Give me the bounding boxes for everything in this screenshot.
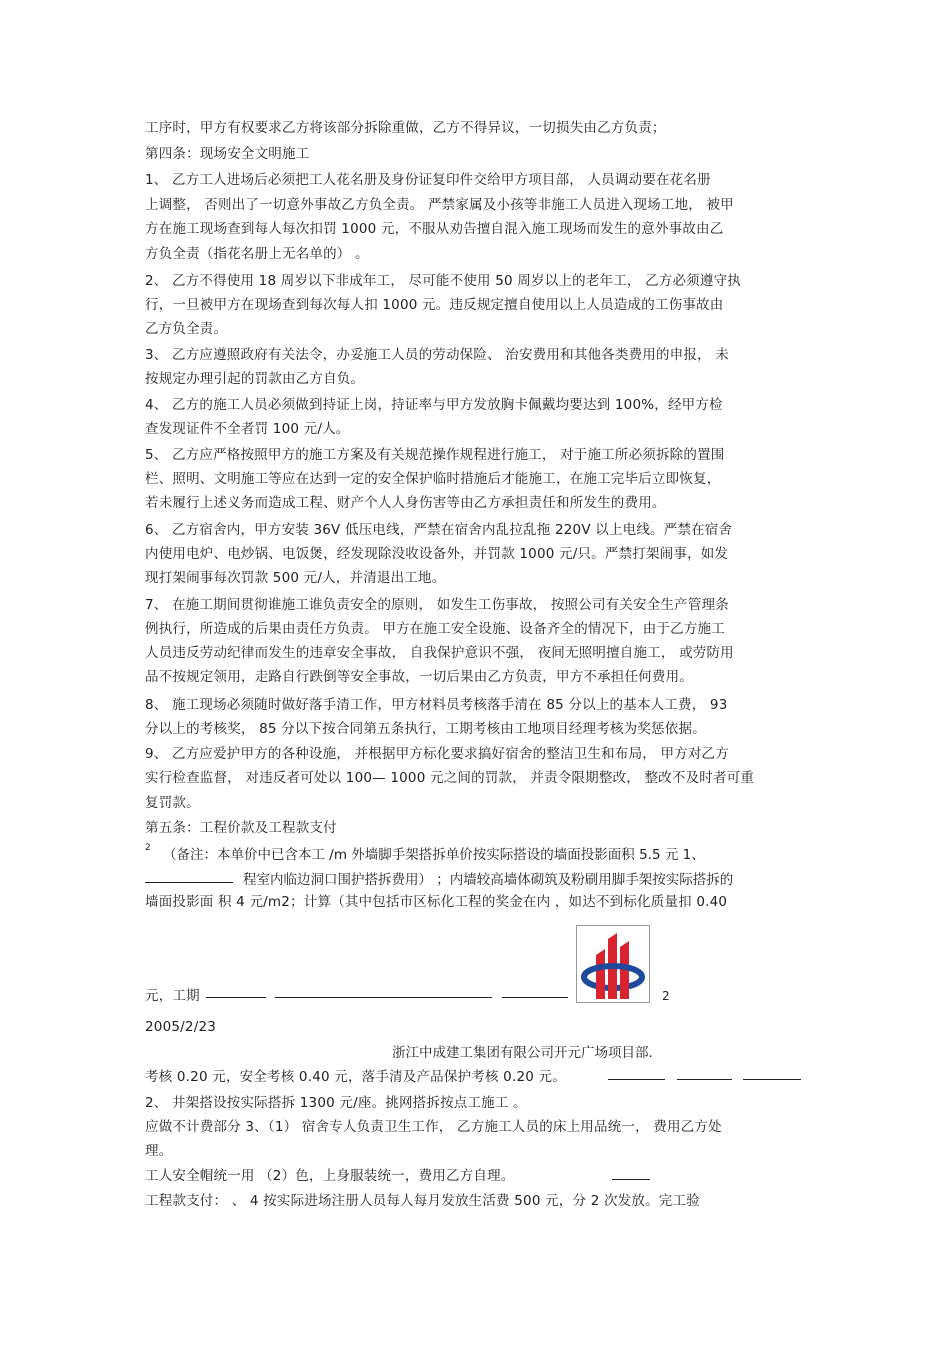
body-line: 程室内临边洞口围护搭拆费用） ；内墙较高墙体砌筑及粉刷用脚手架按实际搭拆的 — [243, 872, 734, 888]
blank-underline — [608, 1079, 665, 1080]
body-line: 现打架闹事每次罚款 500 元/人，并清退出工地。 — [145, 570, 446, 586]
body-line: 2、 乙方不得使用 18 周岁以下非成年工， 尽可能不使用 50 周岁以上的老年工， 乙方必须遵守执 — [145, 273, 741, 289]
body-line: 5、 乙方应严格按照甲方的施工方案及有关规范操作规程进行施工， 对于施工所必须拆除的置围 — [145, 447, 725, 463]
body-line: 乙方负全责。 — [145, 321, 228, 337]
section-heading: 第四条：现场安全文明施工 — [145, 146, 310, 162]
document-date: 2005/2/23 — [145, 1019, 217, 1035]
body-line: 行，一旦被甲方在现场查到每次每人扣 1000 元。违反规定擅自使用以上人员造成的工伤事故由 — [145, 297, 724, 313]
body-line: 墙面投影面 积 4 元/m2；计算（其中包括市区标化工程的奖金在内 ，如达不到标化质量扣 0.40 — [145, 894, 728, 910]
blank-underline — [145, 882, 233, 883]
blank-underline — [677, 1079, 732, 1080]
body-line: 复罚款。 — [145, 795, 200, 811]
blank-underline — [206, 997, 266, 998]
body-line: 元，工期 — [145, 988, 200, 1004]
body-line: 品不按规定领用，走路自行跌倒等安全事故，一切后果由乙方负责，甲方不承担任何费用。 — [145, 669, 693, 685]
company-name: 浙江中成建工集团有限公司开元广场项目部. — [392, 1045, 653, 1061]
body-line: 按规定办理引起的罚款由乙方自负。 — [145, 371, 365, 387]
blank-underline — [275, 997, 492, 998]
blank-underline — [612, 1179, 650, 1180]
body-line: 工序时，甲方有权要求乙方将该部分拆除重做，乙方不得异议，一切损失由乙方负责； — [145, 120, 666, 136]
body-line: 8、 施工现场必须随时做好落手清工作，甲方材料员考核落手清在 85 分以上的基本人工费， 93 — [145, 697, 728, 713]
body-line: 1、 乙方工人进场后必须把工人花名册及身份证复印件交给甲方项目部， 人员调动要在花名册 — [145, 172, 711, 188]
body-line: 4、 乙方的施工人员必须做到持证上岗，持证率与甲方发放胸卡佩戴均要达到 100%，经甲方检 — [145, 397, 723, 413]
body-line: 查发现证件不全者罚 100 元/人。 — [145, 421, 350, 437]
body-line: 应做不计费部分 3、（1） 宿舍专人负责卫生工作， 乙方施工人员的床上用品统一， 费用乙方处 — [145, 1119, 722, 1135]
company-logo-icon — [576, 925, 650, 1003]
body-line: 上调整， 否则出了一切意外事故乙方负全责。 严禁家属及小孩等非施工人员进入现场工地， 被甲 — [145, 197, 734, 213]
body-line: （备注：本单价中已含本工 /m 外墙脚手架搭拆单价按实际搭设的墙面投影面积 5.5 元 1、 — [163, 847, 705, 863]
body-line: 内使用电炉、电炒锅、电饭煲，经发现除没收设备外，并罚款 1000 元/只。严禁打架闹事，如发 — [145, 546, 729, 562]
body-line: 若未履行上述义务而造成工程、财产个人人身伤害等由乙方承担责任和所发生的费用。 — [145, 495, 666, 511]
section-heading: 第五条：工程价款及工程款支付 — [145, 820, 337, 836]
blank-underline — [743, 1079, 801, 1080]
superscript-mark: 2 — [145, 843, 151, 853]
body-line: 2、 井架搭设按实际搭拆 1300 元/座。挑网搭拆按点工施工 。 — [145, 1095, 527, 1111]
body-line: 理。 — [145, 1143, 173, 1159]
body-line: 工程款支付： 、 4 按实际进场注册人员每人每月发放生活费 500 元，分 2 次发放。完工验 — [145, 1193, 700, 1209]
body-line: 栏、照明、文明施工等应在达到一定的安全保护临时措施后才能施工，在施工完毕后立即恢复， — [145, 471, 721, 487]
body-line: 考核 0.20 元，安全考核 0.40 元，落手清及产品保护考核 0.20 元。 — [145, 1069, 566, 1085]
body-line: 7、 在施工期间贯彻谁施工谁负责安全的原则， 如发生工伤事故， 按照公司有关安全生产管理条 — [145, 597, 729, 613]
body-line: 3、 乙方应遵照政府有关法令，办妥施工人员的劳动保险、 治安费用和其他各类费用的申报， 未 — [145, 347, 729, 363]
body-line: 实行检查监督， 对违反者可处以 100— 1000 元之间的罚款， 并责令限期整改， 整改不及时者可重 — [145, 770, 755, 786]
body-line: 方负全责（指花名册上无名单的） 。 — [145, 246, 369, 262]
body-line: 9、 乙方应爱护甲方的各种设施， 并根据甲方标化要求搞好宿舍的整洁卫生和布局， 甲方对乙方 — [145, 746, 729, 762]
body-line: 例执行，所造成的后果由责任方负责。 甲方在施工安全设施、设备齐全的情况下，由于乙方施工 — [145, 621, 725, 637]
body-line: 人员违反劳动纪律而发生的违章安全事故， 自我保护意识不强， 夜间无照明擅自施工， 或劳防用 — [145, 645, 734, 661]
body-line: 方在施工现场查到每人每次扣罚 1000 元，不服从劝告擅自混入施工现场而发生的意外事故由乙 — [145, 221, 724, 237]
body-line: 分以上的考核奖， 85 分以下按合同第五条执行，工期考核由工地项目经理考核为奖惩依据。 — [145, 721, 706, 737]
body-line: 6、 乙方宿舍内，甲方安装 36V 低压电线，严禁在宿舍内乱拉乱拖 220V 以上电线。严禁在宿舍 — [145, 522, 733, 538]
blank-underline — [502, 997, 568, 998]
body-line: 工人安全帽统一用 （2）色，上身服装统一，费用乙方自理。 — [145, 1168, 515, 1184]
page-number: 2 — [662, 989, 670, 1003]
